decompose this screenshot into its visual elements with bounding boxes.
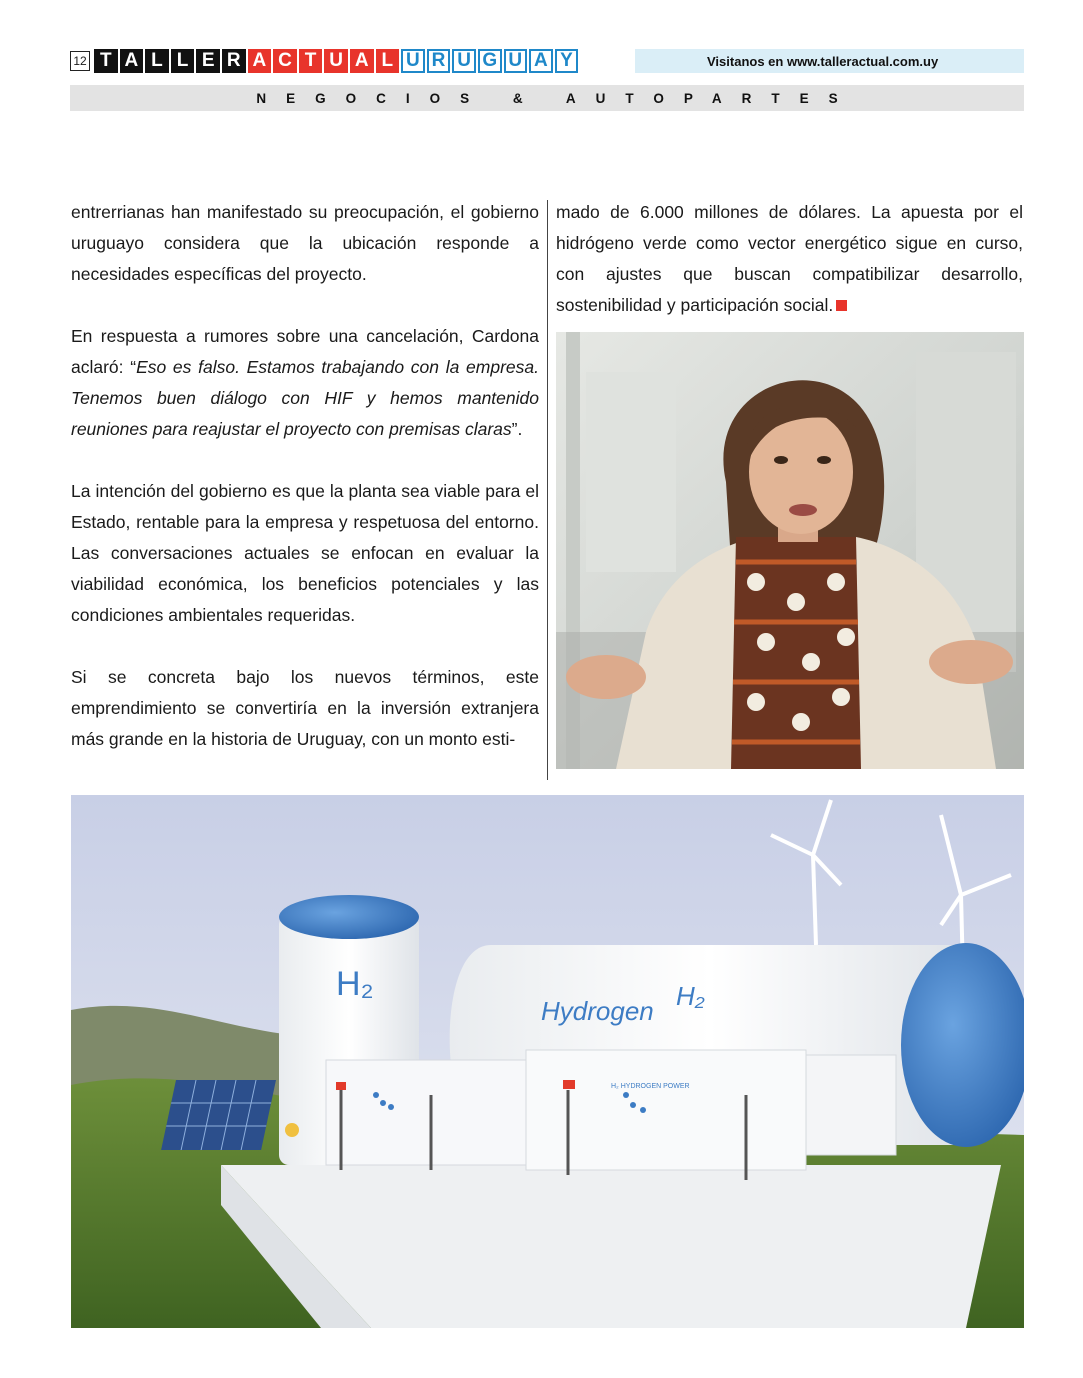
brand-letter: U (452, 49, 476, 73)
left-column (71, 197, 539, 755)
cylinder-label-formula: H₂ (676, 981, 705, 1011)
brand-letter: A (120, 49, 144, 73)
brand-letter: L (376, 49, 400, 73)
paragraph (556, 197, 1023, 321)
paragraph: Si se concreta bajo los nuevos términos, este emprendimiento se convertiría en la inversión extranjera más grande en la historia de Uruguay, con un monto esti- (71, 667, 539, 749)
person-photo-illustration (556, 332, 1024, 769)
brand-letter: E (196, 49, 220, 73)
brand-letter: L (145, 49, 169, 73)
hydrogen-plant-photo (71, 795, 1024, 1328)
brand-letter: L (171, 49, 195, 73)
brand-letter: G (478, 49, 502, 73)
paragraph: La intención del gobierno es que la planta sea viable para el Estado, rentable para la empresa y respetuosa del entorno. Las conversaciones actuales se enfocan en evaluar la viabilidad económica, los beneficios potenciales y las condiciones ambientales requeridas. (71, 481, 539, 625)
brand-logo (94, 49, 580, 73)
unit-label: H₂ HYDROGEN POWER (611, 1083, 690, 1090)
brand-letter: U (324, 49, 348, 73)
quote-text: Eso es falso. Estamos trabajando con la empresa. Tenemos buen diálogo con HIF y hemos mantenido reuniones para reajustar el proyecto con premisas claras (71, 357, 539, 439)
hydrogen-plant-illustration (71, 795, 1024, 1328)
paragraph-quote (71, 321, 539, 445)
person-photo (556, 332, 1024, 769)
brand-letter: A (248, 49, 272, 73)
brand-letter: U (504, 49, 528, 73)
website-banner: Visitanos en www.talleractual.com.uy (635, 49, 1024, 73)
quote-tail: ”. (511, 419, 523, 439)
quote-lead: En respuesta a rumores sobre una cancelación, Cardona aclaró: “ (71, 326, 539, 377)
paragraph-text: mado de 6.000 millones de dólares. La apuesta por el hidrógeno verde como vector energético sigue en curso, con ajustes que buscan compatibilizar desarrollo, sostenibilidad y participación social. (556, 202, 1023, 315)
brand-letter: R (222, 49, 246, 73)
column-divider (547, 200, 548, 780)
brand-letter: U (401, 49, 425, 73)
brand-letter: A (350, 49, 374, 73)
brand-letter: R (427, 49, 451, 73)
brand-letter: Y (555, 49, 579, 73)
end-of-article-icon (836, 300, 847, 311)
cylinder-label: Hydrogen (541, 996, 654, 1026)
section-title: NEGOCIOS & AUTOPARTES (70, 85, 1024, 111)
right-column (556, 197, 1023, 321)
page-number: 12 (70, 51, 90, 71)
brand-letter: C (273, 49, 297, 73)
brand-letter: A (529, 49, 553, 73)
brand-letter: T (94, 49, 118, 73)
paragraph: entrerrianas han manifestado su preocupación, el gobierno uruguayo considera que la ubicación responde a necesidades específicas del proyecto. (71, 202, 539, 284)
brand-letter: T (299, 49, 323, 73)
tank-label: H₂ (336, 965, 374, 1003)
masthead (70, 49, 580, 73)
